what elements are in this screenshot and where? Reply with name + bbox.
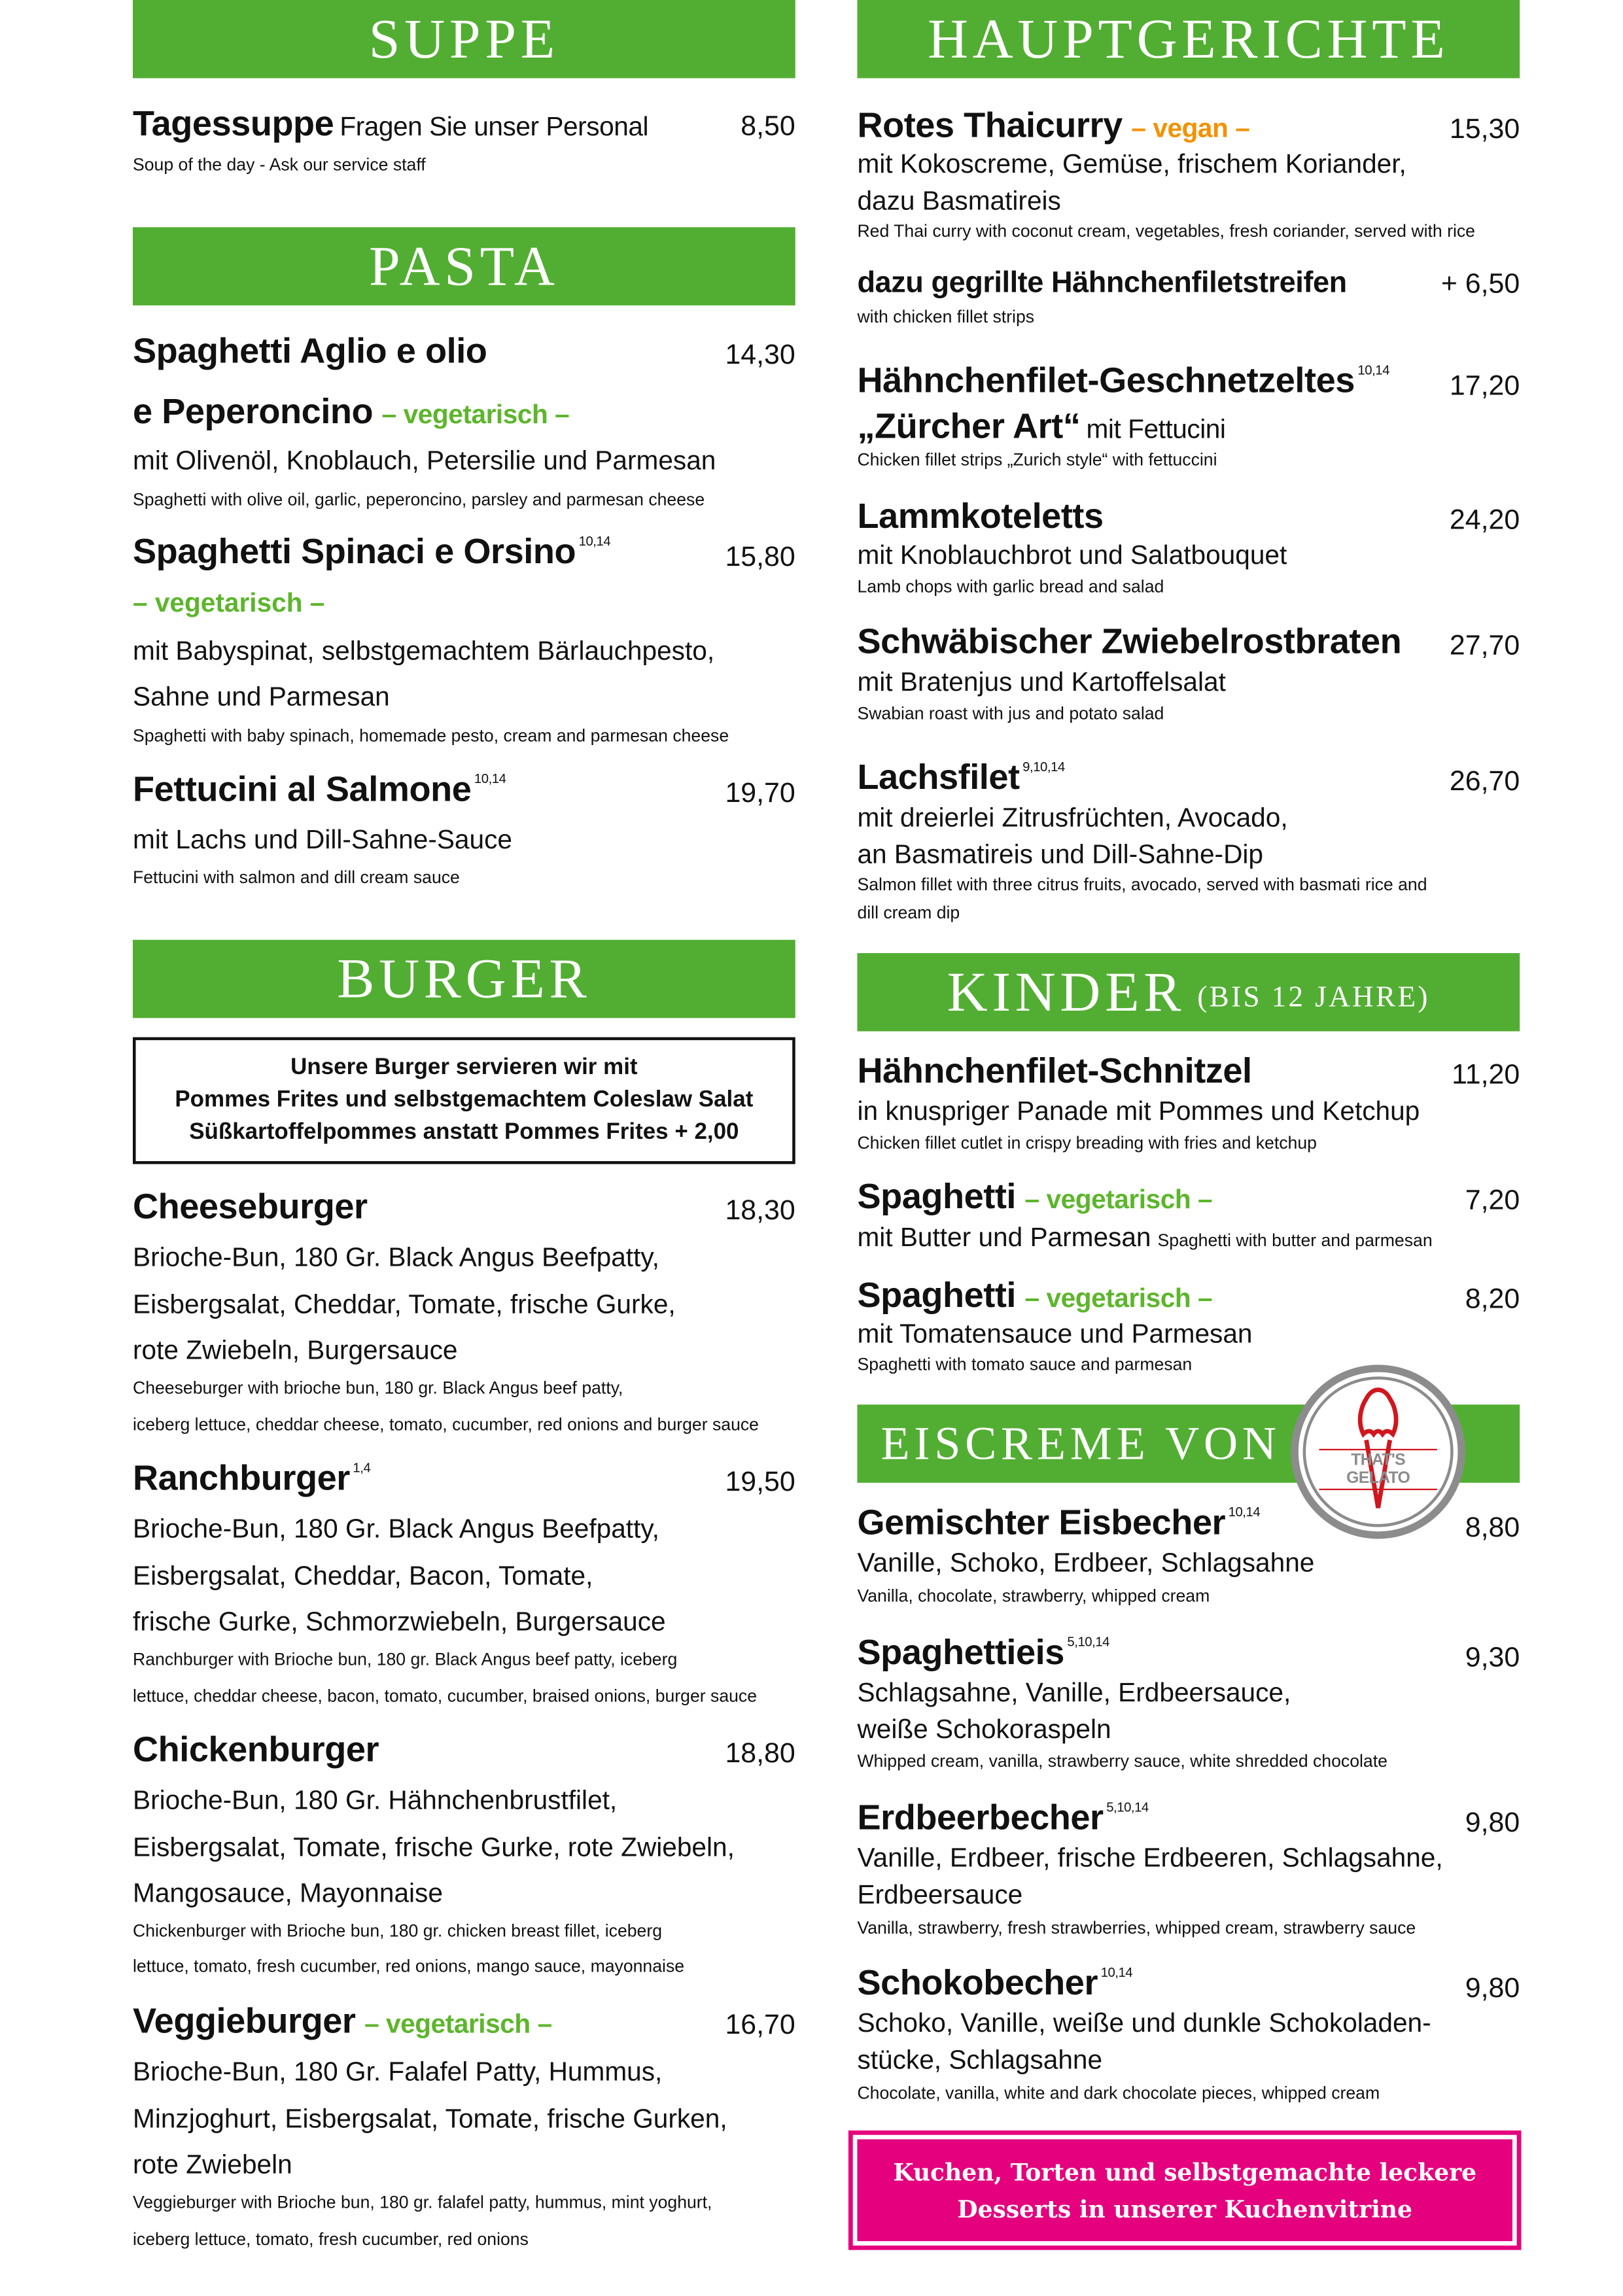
item-english: iceberg lettuce, cheddar cheese, tomato, cucumber, red onions and burger sauce: [132, 1414, 759, 1435]
item-name: Schwäbischer Zwiebelrostbraten: [857, 622, 1402, 663]
item-description: Brioche-Bun, 180 Gr. Falafel Patty, Hummus,: [132, 2057, 663, 2087]
notice-line: Pommes Frites und selbstgemachtem Coleslaw Salat: [175, 1087, 754, 1113]
allergen-codes: 10,14: [474, 771, 506, 786]
item-price: 24,20: [1449, 505, 1520, 536]
item-price: 16,70: [725, 2010, 795, 2042]
item-note: Fragen Sie unser Personal: [340, 111, 649, 142]
section-header-hauptgerichte: HAUPTGERICHTE: [857, 0, 1520, 78]
allergen-codes: 5,10,14: [1067, 1634, 1110, 1650]
vegetarian-tag: – vegetarisch –: [132, 587, 325, 618]
item-name: Chickenburger: [132, 1730, 379, 1771]
item-name: Spaghettieis: [857, 1633, 1064, 1673]
item-price: + 6,50: [1440, 269, 1520, 300]
item-english: Spaghetti with butter and parmesan: [1157, 1230, 1433, 1251]
item-description: Vanille, Schoko, Erdbeer, Schlagsahne: [857, 1548, 1315, 1578]
notice-line: Desserts in unserer Kuchenvitrine: [957, 2195, 1413, 2223]
item-description: Eisbergsalat, Cheddar, Bacon, Tomate,: [132, 1561, 593, 1591]
section-header-burger: BURGER: [133, 940, 795, 1018]
item-description: mit Lachs und Dill-Sahne-Sauce: [132, 825, 512, 855]
item-english: lettuce, tomato, fresh cucumber, red onions, mango sauce, mayonnaise: [132, 1955, 685, 1977]
item-name: Cheeseburger: [132, 1187, 368, 1228]
item-name: Ranchburger: [132, 1459, 350, 1499]
item-description: mit Kokoscreme, Gemüse, frischem Koriander,: [857, 149, 1406, 179]
item-price: 19,50: [725, 1467, 795, 1499]
menu-item-title: [132, 104, 649, 145]
item-price: 7,20: [1465, 1185, 1520, 1217]
item-price: 26,70: [1449, 766, 1520, 798]
menu-item-title: [132, 392, 570, 432]
item-name: Hähnchenfilet-Schnitzel: [857, 1051, 1252, 1092]
item-price: 27,70: [1449, 631, 1520, 662]
item-english: Veggieburger with Brioche bun, 180 gr. falafel patty, hummus, mint yoghurt,: [132, 2191, 712, 2213]
item-english: Chicken fillet cutlet in crispy breading with fries and ketchup: [857, 1132, 1317, 1153]
item-price: 14,30: [725, 339, 795, 372]
allergen-codes: 10,14: [578, 534, 611, 549]
item-price: 15,80: [725, 542, 795, 574]
item-description: mit Tomatensauce und Parmesan: [857, 1319, 1253, 1349]
item-description: Eisbergsalat, Cheddar, Tomate, frische Gurke,: [132, 1289, 676, 1319]
item-english: Ranchburger with Brioche bun, 180 gr. Black Angus beef patty, iceberg: [132, 1648, 678, 1670]
logo-text: THAT'S GELATO: [1319, 1449, 1437, 1490]
item-english: Cheeseburger with brioche bun, 180 gr. Black Angus beef patty,: [132, 1377, 623, 1399]
menu-item-title: [132, 1459, 371, 1499]
item-price: 9,30: [1465, 1643, 1520, 1674]
allergen-codes: 10,14: [1357, 362, 1389, 377]
item-price: 9,80: [1465, 1973, 1520, 2005]
item-name: Spaghetti: [857, 1276, 1017, 1316]
item-description: mit Bratenjus und Kartoffelsalat: [857, 667, 1226, 697]
menu-item-title: [132, 532, 611, 572]
menu-item-title: [132, 2002, 552, 2042]
item-description: in knuspriger Panade mit Pommes und Ketchup: [857, 1096, 1420, 1126]
menu-item-tag-line: [133, 589, 324, 617]
item-english: iceberg lettuce, tomato, fresh cucumber, red onions: [132, 2228, 529, 2250]
left-column: [133, 0, 795, 2296]
right-column: [857, 0, 1520, 2296]
item-description: an Basmatireis und Dill-Sahne-Dip: [857, 839, 1263, 869]
menu-item-title: [857, 361, 1389, 402]
item-english: Soup of the day - Ask our service staff: [132, 154, 426, 175]
item-price: 8,20: [1465, 1284, 1520, 1315]
item-english: Chicken fillet strips „Zurich style“ with fettuccini: [857, 449, 1217, 470]
dessert-notice: [857, 2139, 1512, 2241]
item-english: lettuce, cheddar cheese, bacon, tomato, cucumber, braised onions, burger sauce: [132, 1685, 758, 1707]
item-english: Chickenburger with Brioche bun, 180 gr. chicken breast fillet, iceberg: [132, 1920, 663, 1941]
ice-cream-cone-icon: [1355, 1384, 1402, 1511]
allergen-codes: 10,14: [1228, 1505, 1261, 1520]
item-price: 15,30: [1449, 114, 1520, 146]
vegetarian-tag: – vegetarisch –: [1024, 1283, 1213, 1313]
allergen-codes: 9,10,14: [1022, 759, 1065, 774]
dessert-notice-box: [848, 2131, 1522, 2250]
menu-item-title: [857, 1633, 1110, 1673]
item-description: Erdbeersauce: [857, 1879, 1023, 1909]
item-english: Lamb chops with garlic bread and salad: [857, 576, 1164, 597]
item-note: mit Fettucini: [1086, 414, 1226, 444]
item-english: Swabian roast with jus and potato salad: [857, 703, 1164, 724]
notice-line: Süßkartoffelpommes anstatt Pommes Frites + 2,00: [189, 1119, 739, 1145]
section-header-pasta: PASTA: [133, 227, 795, 305]
item-name-line2: e Peperoncino: [132, 392, 374, 432]
menu-item-title: [857, 1798, 1149, 1838]
vegan-tag: – vegan –: [1131, 113, 1250, 143]
vegetarian-tag: – vegetarisch –: [1024, 1184, 1213, 1214]
item-english: Spaghetti with olive oil, garlic, peperoncino, parsley and parmesan cheese: [132, 489, 705, 510]
item-english: Vanilla, strawberry, fresh strawberries, whipped cream, strawberry sauce: [857, 1917, 1416, 1938]
allergen-codes: 5,10,14: [1106, 1800, 1149, 1815]
item-english: Vanilla, chocolate, strawberry, whipped cream: [857, 1585, 1210, 1607]
item-description: Mangosauce, Mayonnaise: [132, 1878, 443, 1908]
item-name: Spaghetti: [857, 1177, 1017, 1217]
menu-item-title: [857, 407, 1226, 447]
item-description: stücke, Schlagsahne: [857, 2045, 1103, 2075]
vegetarian-tag: – vegetarisch –: [381, 399, 570, 429]
item-description: Sahne und Parmesan: [132, 682, 390, 712]
item-english: Spaghetti with baby spinach, homemade pesto, cream and parmesan cheese: [132, 725, 729, 746]
item-description: mit Knoblauchbrot und Salatbouquet: [857, 540, 1287, 570]
section-subtitle: (BIS 12 JAHRE): [1197, 981, 1430, 1014]
section-header-eiscreme: EISCREME VON: [857, 1404, 1520, 1483]
item-name: Gemischter Eisbecher: [857, 1503, 1226, 1543]
item-name: dazu gegrillte Hähnchenfiletstreifen: [857, 267, 1347, 300]
item-description: Minzjoghurt, Eisbergsalat, Tomate, frische Gurken,: [132, 2104, 727, 2134]
thats-gelato-logo: [1291, 1365, 1465, 1539]
item-price: 19,70: [725, 778, 795, 810]
burger-sides-notice: [133, 1037, 795, 1164]
menu-item-title: [857, 757, 1065, 798]
item-name: Lammkoteletts: [857, 496, 1104, 537]
item-description: Brioche-Bun, 180 Gr. Black Angus Beefpatty,: [132, 1514, 659, 1544]
notice-line: Kuchen, Torten und selbstgemachte leckere: [893, 2157, 1477, 2186]
menu-item-title: [857, 1503, 1261, 1543]
item-price: 11,20: [1452, 1060, 1520, 1091]
menu-item-title: [857, 1963, 1133, 2004]
item-description: mit Babyspinat, selbstgemachtem Bärlauchpesto,: [132, 636, 715, 666]
item-name: Veggieburger: [132, 2002, 356, 2042]
item-price: 18,30: [725, 1196, 795, 1227]
item-english: Salmon fillet with three citrus fruits, avocado, served with basmati rice and: [857, 874, 1427, 895]
allergen-codes: 10,14: [1100, 1964, 1133, 1980]
item-description: rote Zwiebeln, Burgersauce: [132, 1335, 458, 1365]
item-name: Schokobecher: [857, 1963, 1098, 2004]
item-description: Schoko, Vanille, weiße und dunkle Schokoladen-: [857, 2008, 1431, 2038]
item-description: mit Butter und Parmesan: [857, 1222, 1151, 1252]
item-price: 9,80: [1465, 1808, 1520, 1839]
item-description: mit dreierlei Zitrusfrüchten, Avocado,: [857, 803, 1288, 833]
item-name: Spaghetti Spinaci e Orsino: [132, 532, 576, 572]
vegetarian-tag: – vegetarisch –: [364, 2009, 552, 2039]
section-header-kinder: [857, 953, 1520, 1032]
menu-item-title: [857, 1177, 1213, 1217]
item-description: Brioche-Bun, 180 Gr. Hähnchenbrustfilet,: [132, 1785, 618, 1815]
item-name-line2: „Zürcher Art“: [857, 407, 1081, 447]
item-name: Fettucini al Salmone: [132, 769, 472, 810]
menu-item-title: [132, 769, 506, 810]
item-price: 17,20: [1449, 371, 1520, 402]
item-description: weiße Schokoraspeln: [857, 1714, 1111, 1745]
item-name: Hähnchenfilet-Geschnetzeltes: [857, 361, 1355, 402]
item-description: Brioche-Bun, 180 Gr. Black Angus Beefpatty,: [132, 1242, 659, 1272]
item-name: Rotes Thaicurry: [857, 105, 1123, 146]
notice-line: Unsere Burger servieren wir mit: [290, 1054, 638, 1081]
item-price: 8,50: [741, 111, 795, 143]
item-name: Spaghetti Aglio e olio: [132, 332, 487, 372]
item-english: with chicken fillet strips: [857, 306, 1035, 327]
item-english: Spaghetti with tomato sauce and parmesan: [857, 1353, 1193, 1375]
menu-item-title: [857, 105, 1250, 146]
item-name: Lachsfilet: [857, 757, 1020, 798]
allergen-codes: 1,4: [353, 1460, 371, 1476]
item-description: Vanille, Erdbeer, frische Erdbeeren, Schlagsahne,: [857, 1843, 1443, 1873]
item-description: mit Olivenöl, Knoblauch, Petersilie und Parmesan: [132, 445, 716, 476]
item-english: Red Thai curry with coconut cream, vegetables, fresh coriander, served with rice: [857, 220, 1475, 241]
item-description: rote Zwiebeln: [132, 2149, 292, 2180]
item-price: 8,80: [1465, 1513, 1520, 1544]
item-description-line: [857, 1224, 1432, 1252]
item-english: dill cream dip: [857, 902, 960, 923]
item-english: Whipped cream, vanilla, strawberry sauce, white shredded chocolate: [857, 1750, 1387, 1771]
item-price: 18,80: [725, 1739, 795, 1770]
item-description: frische Gurke, Schmorzwiebeln, Burgersauce: [132, 1607, 666, 1637]
item-name: Erdbeerbecher: [857, 1798, 1104, 1838]
item-english: Chocolate, vanilla, white and dark chocolate pieces, whipped cream: [857, 2082, 1380, 2104]
section-title: KINDER: [947, 961, 1186, 1024]
item-name: Tagessuppe: [132, 104, 334, 145]
menu-item-title: [857, 1276, 1213, 1316]
item-description: Eisbergsalat, Tomate, frische Gurke, rote Zwiebeln,: [132, 1832, 735, 1862]
item-english: Fettucini with salmon and dill cream sauce: [132, 867, 460, 888]
section-header-suppe: SUPPE: [133, 0, 795, 78]
item-description: dazu Basmatireis: [857, 186, 1061, 216]
item-description: Schlagsahne, Vanille, Erdbeersauce,: [857, 1677, 1291, 1707]
